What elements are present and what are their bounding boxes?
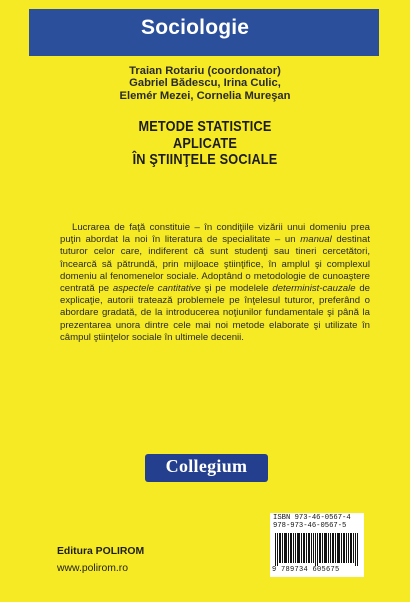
book-title-line: ÎN ŞTIINŢELE SOCIALE <box>132 152 278 169</box>
publisher-block <box>57 545 144 575</box>
publisher-name: Editura POLIROM <box>57 546 145 557</box>
barcode-digits: 9 789734 605675 <box>272 566 340 574</box>
collegium-logo-text: Collegium <box>165 456 248 476</box>
blurb-text: destinat tuturor celor care, indiferent că sunt studenţi sau tineri cercetători, încearcă să pătrundă, prin mijloace ştiinţifice, în amplul şi complexul domeniu al fenomenelor sociale. Adoptând o metodologie de cunoaştere centrată pe <box>60 234 370 295</box>
author-line: Elemér Mezei, Cornelia Mureşan <box>119 89 291 102</box>
blurb-text: şi pe modelele <box>200 283 273 295</box>
author-line: Traian Rotariu (coordonator) <box>129 65 281 77</box>
collegium-logo <box>145 454 268 482</box>
description-blurb <box>60 222 370 344</box>
author-list <box>0 65 410 102</box>
blurb-emphasis: aspectele cantitative <box>112 283 201 295</box>
blurb-text: Lucrarea de faţă constituie – în condiţiile vizării unui domeniu prea puţin abordat la noi în literatura de specialitate – un <box>60 222 370 246</box>
blurb-emphasis: determinist-cauzale <box>272 283 356 295</box>
blurb-emphasis: manual <box>300 234 332 246</box>
series-title: Sociologie <box>141 16 250 39</box>
book-title-line: METODE STATISTICE <box>138 119 272 135</box>
book-title <box>29 119 382 169</box>
series-banner <box>29 9 379 56</box>
description-paragraph <box>60 222 370 344</box>
publisher-url: www.polirom.ro <box>57 563 129 574</box>
author-line: Gabriel Bădescu, Irina Culic, <box>129 77 281 90</box>
barcode-icon <box>274 533 360 566</box>
isbn-barcode-box <box>270 513 364 577</box>
blurb-text: de explicaţie, autorii tratează problemele pe înţelesul tuturor, preferând o abordare gradată, de la introducerea noţiunilor fundamentale şi până la prezentarea unora dintre cele mai noi metode elaborate şi utilizate în câmpul ştiinţelor sociale în ultimele decenii. <box>60 283 370 343</box>
book-title-line: APLICATE <box>172 135 238 152</box>
isbn-line: 978-973-46-0567-5 <box>273 522 347 530</box>
isbn-line: ISBN 973-46-0567-4 <box>273 514 351 522</box>
